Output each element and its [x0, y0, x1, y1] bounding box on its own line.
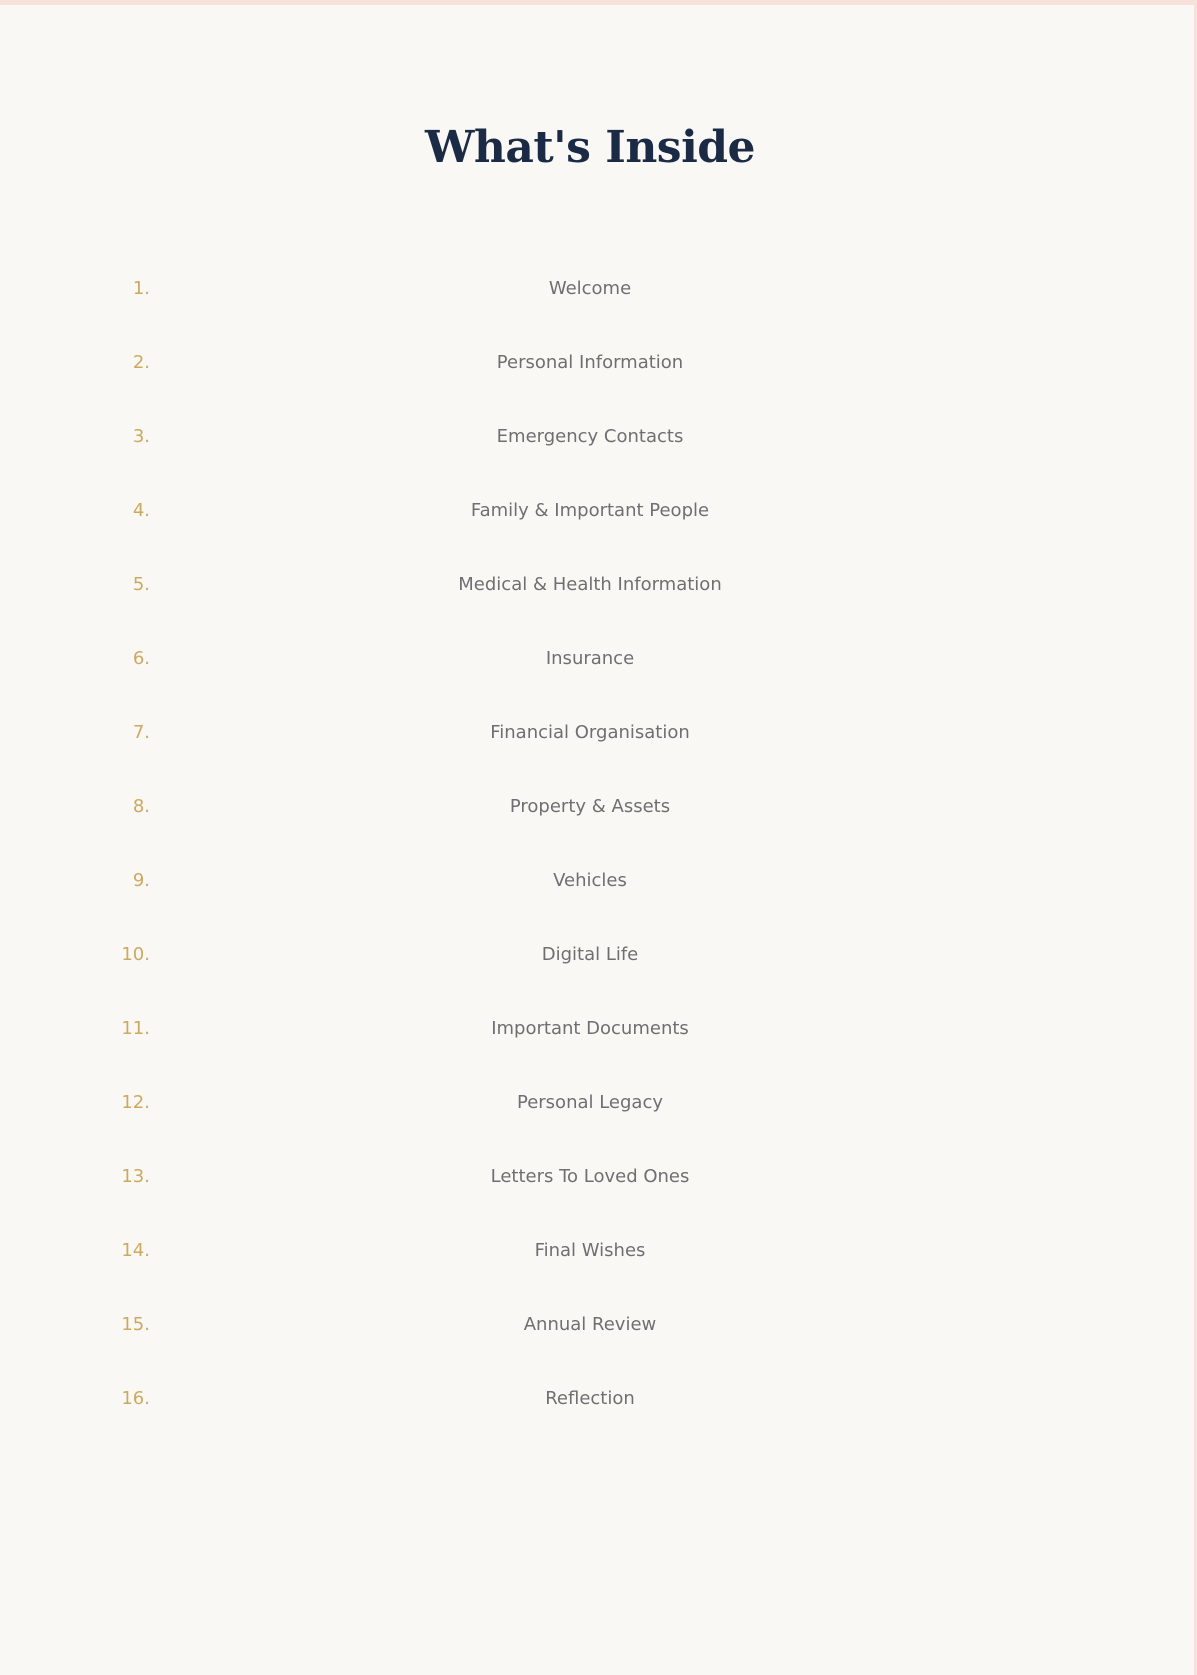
- toc-label: Property & Assets: [509, 796, 671, 817]
- toc-label: Financial Organisation: [490, 722, 690, 743]
- toc-number: 3.: [132, 426, 150, 447]
- toc-item-medical-health-information: [0, 570, 1194, 600]
- toc-label: Personal Legacy: [516, 1092, 664, 1113]
- toc-number: 6.: [132, 648, 150, 669]
- toc-item-insurance: [0, 644, 1194, 674]
- toc-number: 5.: [132, 574, 150, 595]
- toc-number: 12.: [121, 1092, 150, 1113]
- toc-label: Welcome: [548, 278, 632, 299]
- table-of-contents: [0, 5, 1194, 1675]
- toc-item-personal-legacy: [0, 1088, 1194, 1118]
- toc-item-important-documents: [0, 1014, 1194, 1044]
- toc-number: 7.: [132, 722, 150, 743]
- toc-number: 11.: [121, 1018, 150, 1039]
- toc-item-property-assets: [0, 792, 1194, 822]
- toc-label: Annual Review: [523, 1314, 657, 1335]
- toc-label: Family & Important People: [470, 500, 710, 521]
- toc-label: Insurance: [545, 648, 635, 669]
- toc-item-vehicles: [0, 866, 1194, 896]
- toc-item-reflection: [0, 1384, 1194, 1414]
- toc-label: Letters To Loved Ones: [490, 1166, 690, 1187]
- toc-item-final-wishes: [0, 1236, 1194, 1266]
- toc-number: 15.: [121, 1314, 150, 1335]
- toc-number: 8.: [132, 796, 150, 817]
- toc-label: Digital Life: [541, 944, 639, 965]
- toc-label: Medical & Health Information: [458, 574, 722, 595]
- toc-number: 13.: [121, 1166, 150, 1187]
- toc-number: 2.: [132, 352, 150, 373]
- toc-number: 1.: [132, 278, 150, 299]
- toc-number: 10.: [121, 944, 150, 965]
- toc-label: Important Documents: [491, 1018, 689, 1039]
- toc-number: 9.: [132, 870, 150, 891]
- toc-label: Vehicles: [553, 870, 627, 891]
- toc-label: Reflection: [545, 1388, 635, 1409]
- toc-item-annual-review: [0, 1310, 1194, 1340]
- toc-item-welcome: [0, 274, 1194, 304]
- page-title: What's Inside: [424, 122, 756, 173]
- toc-item-letters-to-loved-ones: [0, 1162, 1194, 1192]
- toc-item-financial-organisation: [0, 718, 1194, 748]
- toc-item-emergency-contacts: [0, 422, 1194, 452]
- toc-item-digital-life: [0, 940, 1194, 970]
- toc-number: 14.: [121, 1240, 150, 1261]
- toc-label: Personal Information: [496, 352, 684, 373]
- toc-item-personal-information: [0, 348, 1194, 378]
- toc-number: 16.: [121, 1388, 150, 1409]
- toc-label: Emergency Contacts: [496, 426, 684, 447]
- document-page: [0, 5, 1194, 1675]
- toc-label: Final Wishes: [534, 1240, 646, 1261]
- toc-item-family-important-people: [0, 496, 1194, 526]
- toc-number: 4.: [132, 500, 150, 521]
